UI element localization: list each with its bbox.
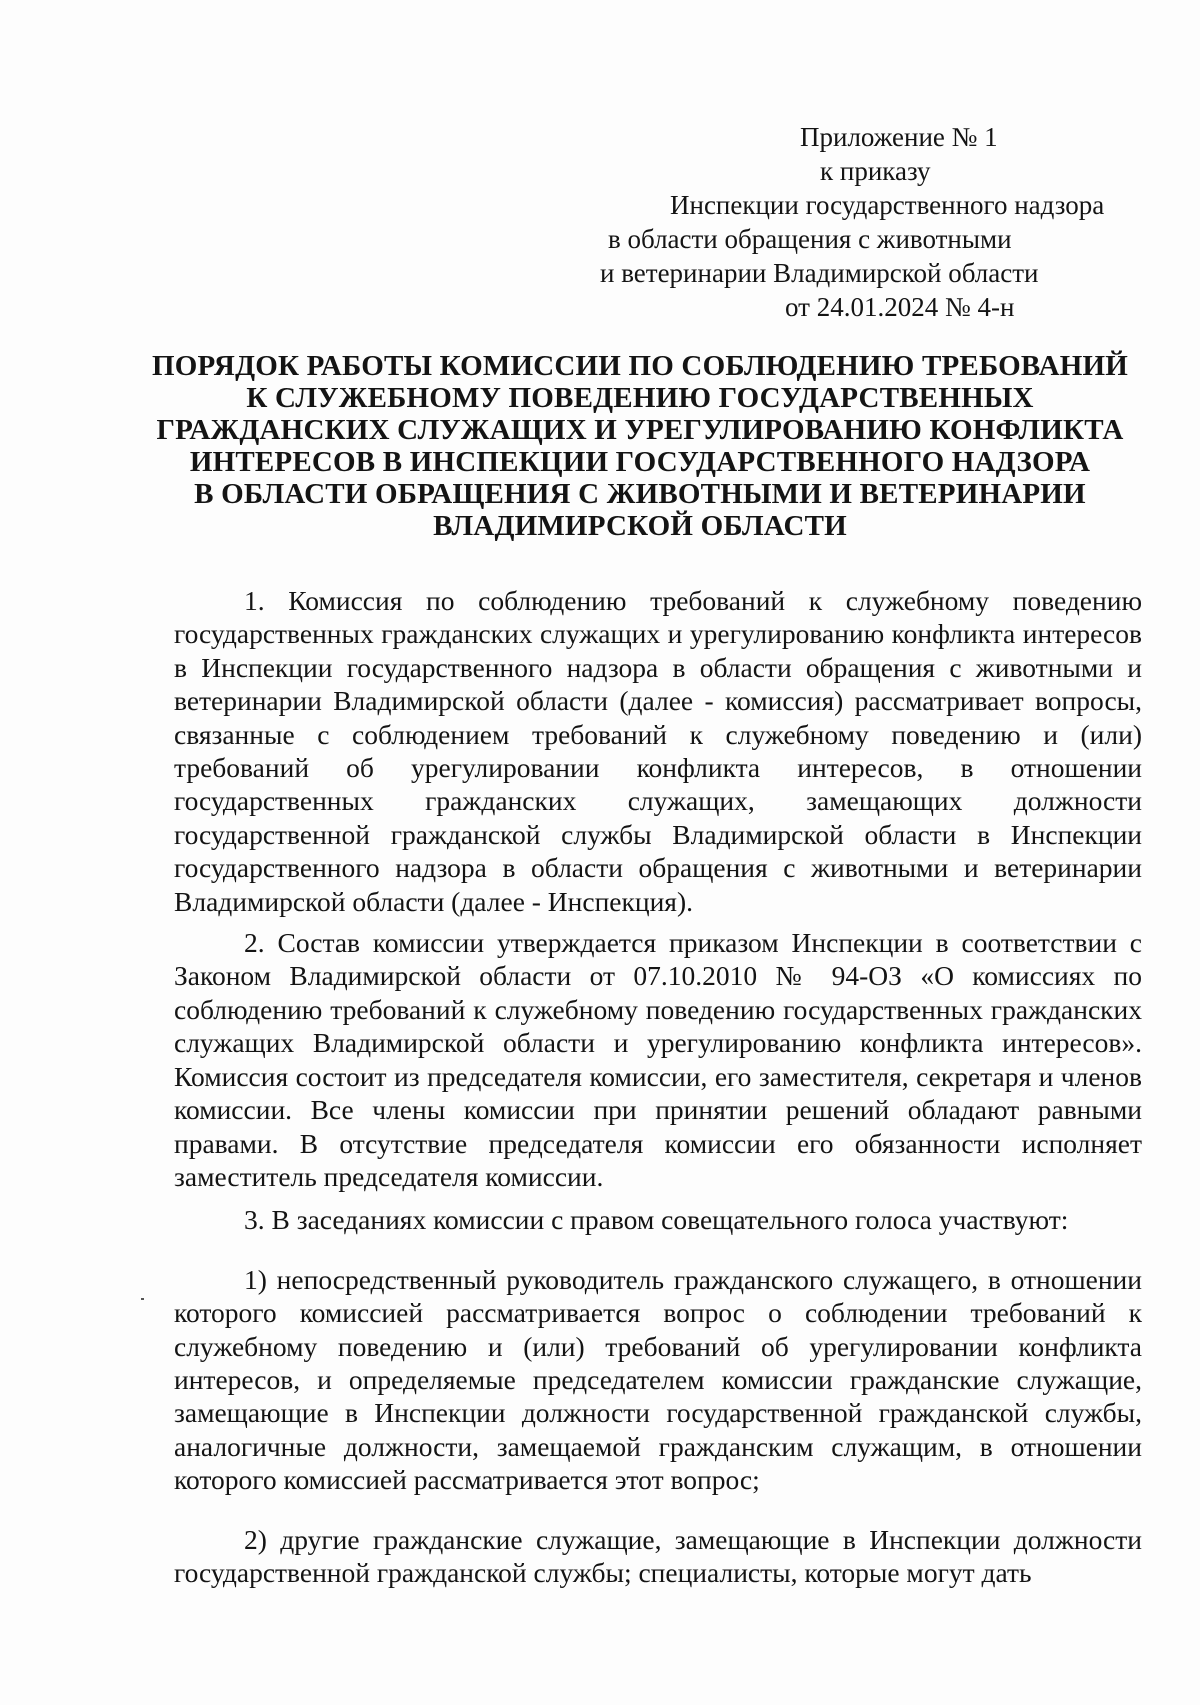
appendix-issuer-line3: и ветеринарии Владимирской области	[600, 258, 1039, 288]
paragraph-2: 2. Состав комиссии утверждается приказом Инспекции в соответствии с Законом Владимирской области от 07.10.2010 № 94-ОЗ «О комиссиях по соблюдению требований к служебному поведению государственных гражданских служащих Владимирской области и урегулированию конфликта интересов». Комиссия состоит из председателя комиссии, его заместителя, секретаря и членов комиссии. Все члены комиссии при принятии решений обладают равными правами. В отсутствие председателя комиссии его обязанности исполняет заместитель председателя комиссии.	[174, 927, 1142, 1192]
appendix-issuer-line2: в области обращения с животными	[608, 224, 1012, 254]
paragraph-3-item-2: 2) другие гражданские служащие, замещающие в Инспекции должности государственной гражданской службы; специалисты, которые могут дать	[174, 1523, 1142, 1588]
document-title	[150, 350, 1130, 542]
paragraph-3-item-1: 1) непосредственный руководитель гражданского служащего, в отношении которого комиссией рассматривается вопрос о соблюдении требований к служебному поведению и (или) требований об урегулировании конфликта интересов, и определяемые председателем комиссии гражданские служащие, замещающие в Инспекции должности государственной гражданской службы, аналогичные должности, замещаемой гражданским служащим, в отношении которого комиссией рассматривается этот вопрос;	[174, 1263, 1142, 1496]
appendix-issuer-line1: Инспекции государственного надзора	[670, 190, 1105, 220]
paragraph-1: 1. Комиссия по соблюдению требований к служебному поведению государственных гражданских служащих и урегулированию конфликта интересов в Инспекции государственного надзора в области обращения с животными и ветеринарии Владимирской области (далее - комиссия) рассматривает вопросы, связанные с соблюдением требований к служебному поведению и (или) требований об урегулировании конфликта интересов, в отношении государственных гражданских служащих, замещающих должности государственной гражданской службы Владимирской области в Инспекции государственного надзора в области обращения с животными и ветеринарии Владимирской области (далее - Инспекция).	[174, 585, 1142, 917]
appendix-order-ref: к приказу	[820, 156, 931, 186]
paragraph-3: 3. В заседаниях комиссии с правом совещательного голоса участвуют:	[244, 1204, 1069, 1236]
document-body	[174, 584, 1142, 1589]
title-line: ВЛАДИМИРСКОЙ ОБЛАСТИ	[433, 510, 847, 542]
appendix-number: Приложение № 1	[800, 122, 998, 152]
title-line: ГРАЖДАНСКИХ СЛУЖАЩИХ И УРЕГУЛИРОВАНИЮ КОНФЛИКТА	[156, 414, 1124, 446]
title-line: К СЛУЖЕБНОМУ ПОВЕДЕНИЮ ГОСУДАРСТВЕННЫХ	[246, 382, 1034, 414]
title-line: В ОБЛАСТИ ОБРАЩЕНИЯ С ЖИВОТНЫМИ И ВЕТЕРИНАРИИ	[194, 478, 1086, 510]
title-line: ИНТЕРЕСОВ В ИНСПЕКЦИИ ГОСУДАРСТВЕННОГО НАДЗОРА	[189, 446, 1091, 478]
scan-artifact	[141, 1298, 144, 1300]
appendix-header	[560, 120, 1120, 324]
appendix-date-number: от 24.01.2024 № 4-н	[785, 292, 1015, 322]
title-line: ПОРЯДОК РАБОТЫ КОМИССИИ ПО СОБЛЮДЕНИЮ ТРЕБОВАНИЙ	[151, 350, 1129, 382]
